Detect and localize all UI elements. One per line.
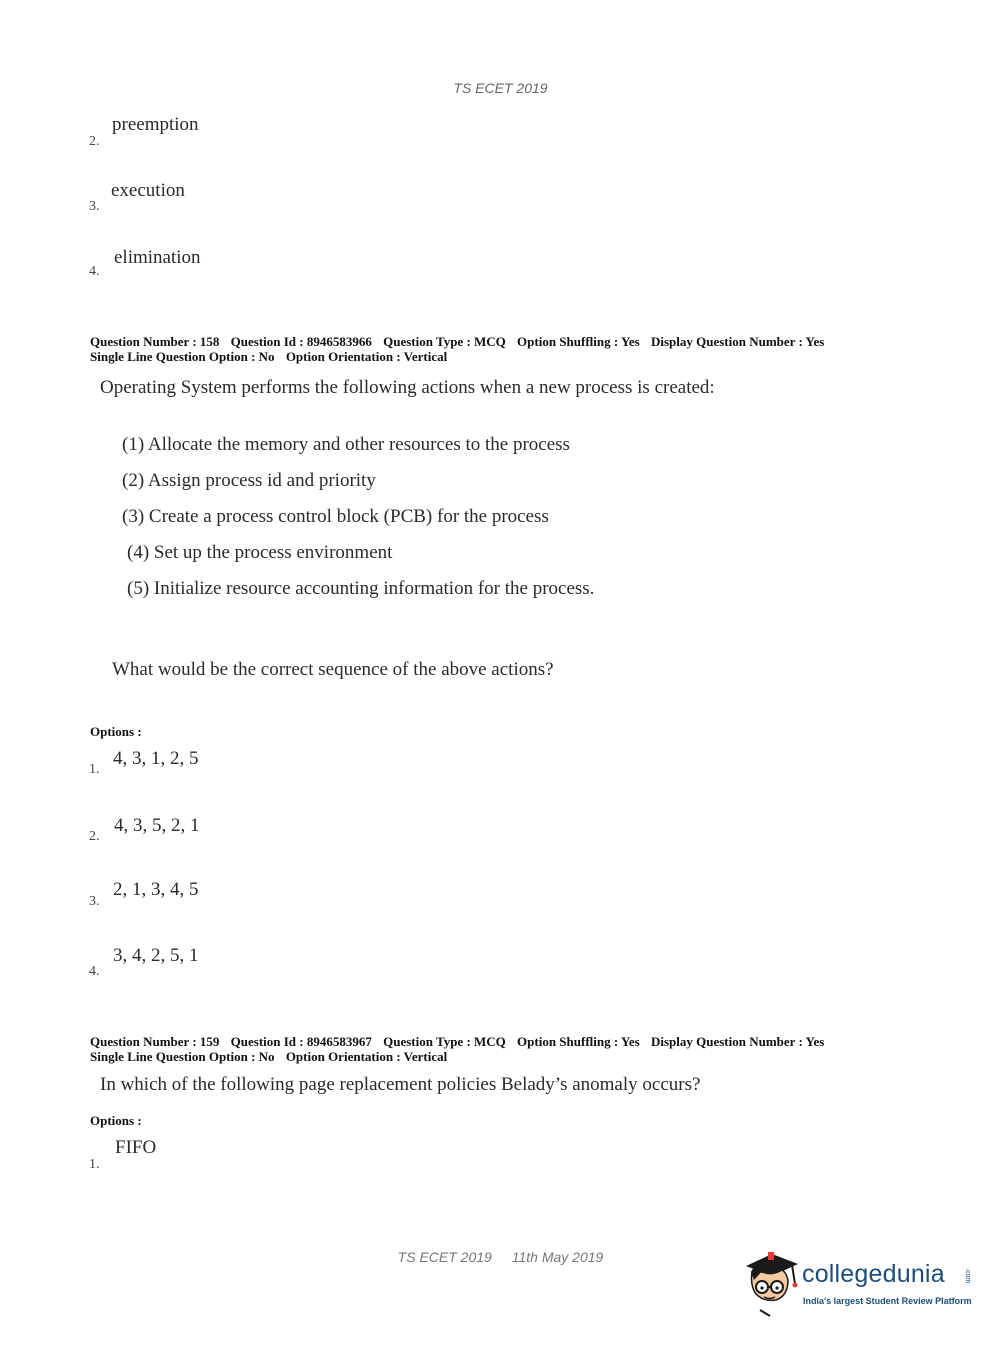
- option-text: FIFO: [115, 1137, 157, 1158]
- option-number: 3.: [89, 894, 100, 909]
- prev-option-number: 3.: [89, 199, 100, 214]
- meta-field: Question Type : MCQ: [383, 1034, 506, 1049]
- option-number: 2.: [89, 829, 100, 844]
- prev-option-number: 2.: [89, 134, 100, 149]
- meta-field: Option Orientation : Vertical: [285, 1049, 448, 1064]
- question-158-stem: Operating System performs the following actions when a new process is created:: [100, 377, 715, 398]
- meta-field: Display Question Number : Yes: [650, 1034, 825, 1049]
- options-label: Options :: [90, 1113, 142, 1128]
- options-label: Options :: [90, 724, 142, 739]
- process-step: (2) Assign process id and priority: [122, 470, 376, 491]
- meta-field: Question Type : MCQ: [383, 334, 506, 349]
- mascot-icon: [742, 1250, 802, 1320]
- process-step: (1) Allocate the memory and other resources to the process: [122, 434, 570, 455]
- process-step: (4) Set up the process environment: [127, 542, 393, 563]
- meta-field: Option Shuffling : Yes: [517, 334, 640, 349]
- collegedunia-logo: [742, 1250, 972, 1320]
- footer-date: 11th May 2019: [511, 1249, 604, 1265]
- question-158-meta: [90, 334, 832, 364]
- question-158-prompt: What would be the correct sequence of the above actions?: [112, 659, 554, 680]
- option-text: 2, 1, 3, 4, 5: [113, 879, 199, 900]
- option-text: 3, 4, 2, 5, 1: [113, 945, 199, 966]
- meta-field: Question Number : 158: [90, 334, 220, 349]
- logo-wordmark: collegedunia: [802, 1260, 945, 1288]
- meta-field: Display Question Number : Yes: [650, 334, 825, 349]
- option-number: 4.: [89, 964, 100, 979]
- meta-field: Option Shuffling : Yes: [517, 1034, 640, 1049]
- footer-exam: TS ECET 2019: [397, 1249, 492, 1265]
- option-number: 1.: [89, 1157, 100, 1172]
- option-text: 4, 3, 5, 2, 1: [114, 815, 200, 836]
- logo-tagline: India's largest Student Review Platform: [803, 1296, 972, 1306]
- prev-option-text: preemption: [112, 114, 199, 135]
- question-159-stem: In which of the following page replacement policies Belady’s anomaly occurs?: [100, 1074, 701, 1095]
- meta-field: Question Id : 8946583966: [230, 334, 372, 349]
- meta-field: Single Line Question Option : No: [90, 349, 275, 364]
- logo-suffix: .com: [964, 1268, 971, 1284]
- meta-field: Question Number : 159: [90, 1034, 220, 1049]
- process-step: (3) Create a process control block (PCB) for the process: [122, 506, 549, 527]
- question-159-meta: [90, 1034, 832, 1064]
- page-header: TS ECET 2019: [453, 80, 548, 96]
- prev-option-number: 4.: [89, 264, 100, 279]
- process-step: (5) Initialize resource accounting information for the process.: [127, 578, 595, 599]
- meta-field: Option Orientation : Vertical: [285, 349, 448, 364]
- meta-field: Question Id : 8946583967: [230, 1034, 372, 1049]
- option-text: 4, 3, 1, 2, 5: [113, 748, 199, 769]
- meta-field: Single Line Question Option : No: [90, 1049, 275, 1064]
- option-number: 1.: [89, 762, 100, 777]
- prev-option-text: elimination: [114, 247, 201, 268]
- prev-option-text: execution: [111, 180, 185, 201]
